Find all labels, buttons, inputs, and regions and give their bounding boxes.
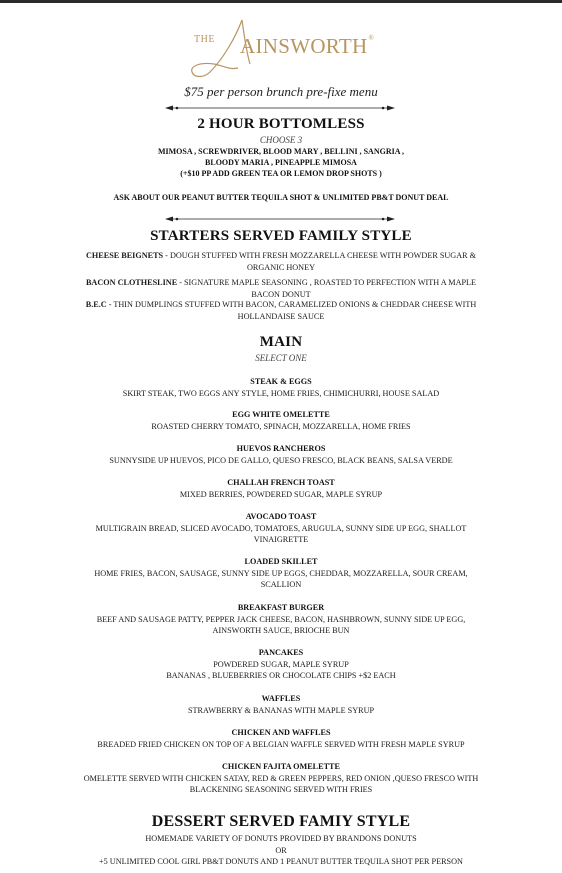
menu-item-name: LOADED SKILLET xyxy=(244,557,318,566)
logo-name: AINSWORTH xyxy=(240,34,368,58)
top-edge-bar xyxy=(0,0,562,3)
starter-desc-cont: ORGANIC HONEY xyxy=(247,262,315,272)
starter-name: BACON CLOTHESLINE xyxy=(85,278,178,287)
divider-arrow-icon xyxy=(165,215,395,223)
menu-item xyxy=(0,602,562,637)
menu-item-desc: STRAWBERRY & BANANAS WITH MAPLE SYRUP xyxy=(187,705,375,715)
menu-item-name: CHICKEN AND WAFFLES xyxy=(231,728,331,737)
menu-item-name: HUEVOS RANCHEROS xyxy=(236,444,326,453)
menu-item-desc: HOME FRIES, BACON, SAUSAGE, SUNNY SIDE UP EGGS, CHEDDAR, MOZZARELLA, SOUR CREAM, xyxy=(94,568,468,578)
menu-item-desc: SUNNYSIDE UP HUEVOS, PICO DE GALLO, QUESO FRESCO, BLACK BEANS, SALSA VERDE xyxy=(109,455,453,465)
menu-item xyxy=(0,477,562,500)
ask-about-deal: ASK ABOUT OUR PEANUT BUTTER TEQUILA SHOT & UNLIMITED PB&T DONUT DEAL xyxy=(113,193,449,202)
starter-item xyxy=(0,299,562,322)
starter-desc-cont: BACON DONUT xyxy=(251,289,311,299)
starters-title: STARTERS SERVED FAMILY STYLE xyxy=(150,228,412,244)
starter-desc: - THIN DUMPLINGS STUFFED WITH BACON, CARAMELIZED ONIONS & CHEDDAR CHEESE WITH xyxy=(106,300,477,309)
menu-item-desc: BLACKENING SEASONING SERVED WITH FRIES xyxy=(189,785,373,794)
menu-item-name: PANCAKES xyxy=(258,648,304,657)
divider-arrow-icon xyxy=(165,104,395,112)
main-title: MAIN xyxy=(259,334,303,350)
bottomless-drinks-line-1: MIMOSA , SCREWDRIVER, BLOOD MARY , BELLINI , SANGRIA , xyxy=(157,147,405,156)
logo-prefix: THE xyxy=(194,34,215,45)
menu-item-desc: BREADED FRIED CHICKEN ON TOP OF A BELGIAN WAFFLE SERVED WITH FRESH MAPLE SYRUP xyxy=(97,739,465,749)
bottomless-title: 2 HOUR BOTTOMLESS xyxy=(197,116,365,132)
starter-name: B.E.C xyxy=(85,300,107,309)
bottomless-drinks-line-2: BLOODY MARIA , PINEAPPLE MIMOSA xyxy=(205,158,357,167)
dessert-line-2: +5 UNLIMITED COOL GIRL PB&T DONUTS AND 1 PEANUT BUTTER TEQUILA SHOT PER PERSON xyxy=(99,857,463,866)
menu-item-desc: MULTIGRAIN BREAD, SLICED AVOCADO, TOMATOES, ARUGULA, SUNNY SIDE UP EGG, SHALLOT xyxy=(95,523,467,533)
menu-item xyxy=(0,511,562,546)
menu-item xyxy=(0,647,562,682)
logo-wordmark xyxy=(240,34,374,59)
menu-item-name: WAFFLES xyxy=(261,694,301,703)
starter-desc: - DOUGH STUFFED WITH FRESH MOZZARELLA CHEESE WITH POWDER SUGAR & xyxy=(163,251,476,260)
menu-item-desc: OMELETTE SERVED WITH CHICKEN SATAY, RED & GREEN PEPPERS, RED ONION ,QUESO FRESCO WITH xyxy=(83,773,479,783)
logo-registered-mark: ® xyxy=(368,34,375,42)
dessert-line-1: HOMEMADE VARIETY OF DONUTS PROVIDED BY BRANDONS DONUTS xyxy=(145,834,417,843)
menu-item-name: CHICKEN FAJITA OMELETTE xyxy=(222,762,340,771)
menu-item xyxy=(0,409,562,432)
starter-item xyxy=(0,250,562,273)
bottomless-choose: CHOOSE 3 xyxy=(259,135,303,145)
menu-item xyxy=(0,556,562,591)
menu-item-desc: BANANAS , BLUEBERRIES OR CHOCOLATE CHIPS +$2 EACH xyxy=(166,671,396,680)
menu-item-name: BREAKFAST BURGER xyxy=(237,603,325,612)
starter-desc-cont: HOLLANDAISE SAUCE xyxy=(237,311,325,321)
menu-item-name: CHALLAH FRENCH TOAST xyxy=(227,478,335,487)
starter-desc: - SIGNATURE MAPLE SEASONING , ROASTED TO PERFECTION WITH A MAPLE xyxy=(177,278,477,287)
ornamental-divider xyxy=(165,215,395,223)
menu-item-name: STEAK & EGGS xyxy=(250,377,312,386)
menu-item xyxy=(0,376,562,399)
dessert-title: DESSERT SERVED FAMIY STYLE xyxy=(151,813,411,830)
menu-item xyxy=(0,761,562,796)
ainsworth-logo xyxy=(180,14,380,82)
menu-item xyxy=(0,443,562,466)
menu-item-desc: ROASTED CHERRY TOMATO, SPINACH, MOZZARELLA, HOME FRIES xyxy=(151,421,411,431)
menu-item-desc: BEEF AND SAUSAGE PATTY, PEPPER JACK CHEESE, BACON, HASHBROWN, SUNNY SIDE UP EGG, xyxy=(96,614,466,624)
menu-item-desc: POWDERED SUGAR, MAPLE SYRUP xyxy=(213,659,349,669)
menu-item-desc: AINSWORTH SAUCE, BRIOCHE BUN xyxy=(212,626,350,635)
menu-item-desc: VINAIGRETTE xyxy=(253,535,309,544)
menu-item-desc: MIXED BERRIES, POWDERED SUGAR, MAPLE SYRUP xyxy=(179,489,383,499)
menu-item-desc: SCALLION xyxy=(260,580,302,589)
starter-item xyxy=(0,277,562,300)
menu-item xyxy=(0,727,562,750)
bottomless-addon: (+$10 PP ADD GREEN TEA OR LEMON DROP SHOTS ) xyxy=(180,169,382,178)
ornamental-divider xyxy=(165,104,395,112)
menu-item xyxy=(0,693,562,716)
starter-name: CHEESE BEIGNETS xyxy=(85,251,164,260)
price-line: $75 per person brunch pre-fixe menu xyxy=(184,84,378,99)
main-select: SELECT ONE xyxy=(255,353,307,363)
menu-item-name: EGG WHITE OMELETTE xyxy=(232,410,330,419)
dessert-or: OR xyxy=(275,846,287,855)
menu-item-name: AVOCADO TOAST xyxy=(245,512,317,521)
menu-item-desc: SKIRT STEAK, TWO EGGS ANY STYLE, HOME FRIES, CHIMICHURRI, HOUSE SALAD xyxy=(122,388,440,398)
